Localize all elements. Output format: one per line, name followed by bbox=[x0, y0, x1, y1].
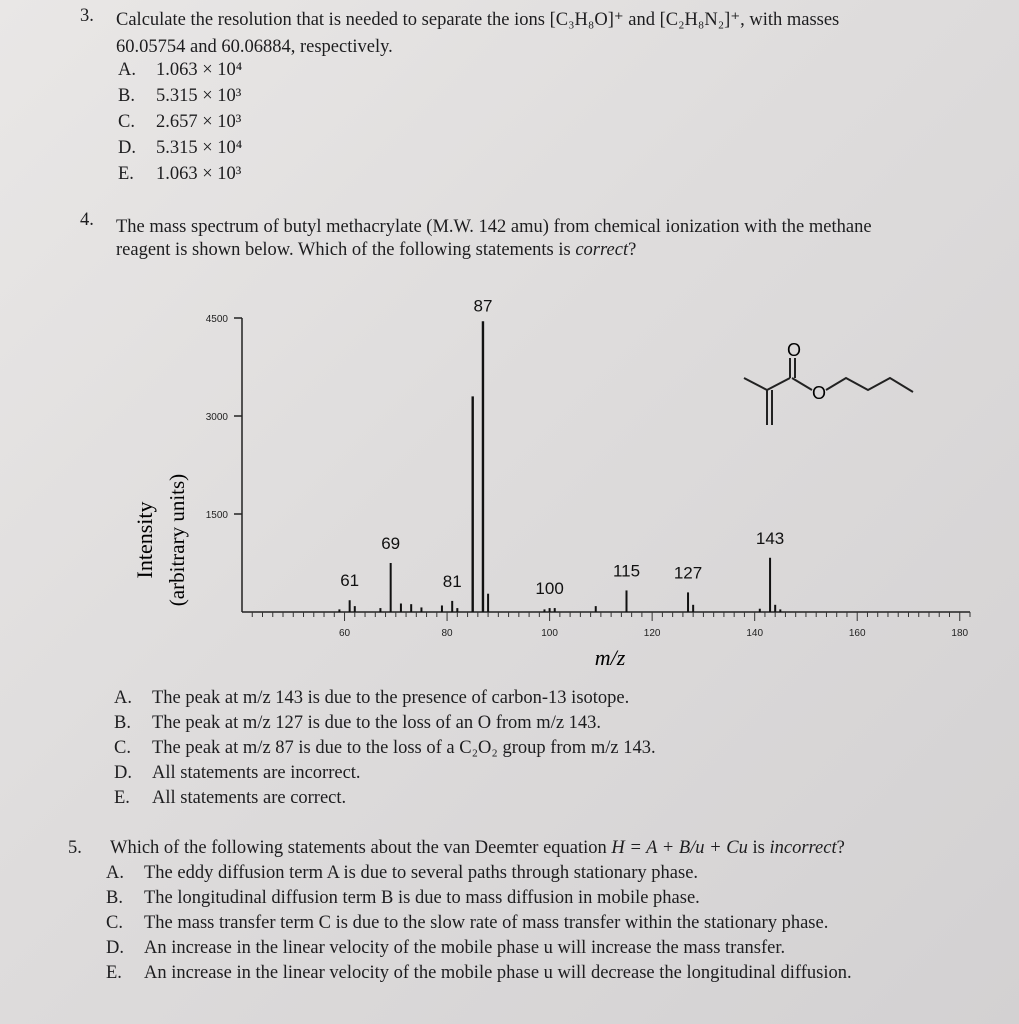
question-5-option-e bbox=[106, 961, 852, 986]
question-5-stem-text: Which of the following statements about the van Deemter equation bbox=[110, 838, 612, 858]
peak-label: 100 bbox=[535, 579, 564, 599]
question-5-stem-mid: is bbox=[747, 838, 770, 858]
peak-label: 127 bbox=[673, 563, 703, 583]
question-4-option-d bbox=[114, 761, 361, 786]
question-3-number: 3. bbox=[80, 6, 94, 26]
chart-labels bbox=[340, 296, 784, 598]
option-text: 5.315 × 10³ bbox=[156, 86, 242, 106]
x-tick-label: 160 bbox=[848, 628, 866, 639]
question-4-number: 4. bbox=[80, 210, 94, 230]
peak-label: 143 bbox=[755, 528, 785, 548]
question-3-stem-line1: Calculate the resolution that is needed to separate the ions [C₃H₈O]⁺ and [C₂H₈N₂]⁺, with masses bbox=[116, 10, 840, 30]
question-4-stem-text: reagent is shown below. Which of the following statements is bbox=[116, 240, 576, 260]
y-tick-label: 1500 bbox=[205, 510, 228, 521]
x-tick-label: 120 bbox=[643, 628, 661, 639]
question-5-stem-end: ? bbox=[836, 838, 845, 858]
option-text: An increase in the linear velocity of the mobile phase u will increase the mass transfer. bbox=[144, 938, 786, 958]
van-deemter-equation: H = A + B/u + Cu bbox=[611, 838, 748, 858]
x-tick-label: 140 bbox=[746, 628, 764, 639]
question-4-option-b bbox=[114, 711, 601, 736]
option-text: 2.657 × 10³ bbox=[156, 112, 242, 132]
question-4-stem-emphasis: correct bbox=[575, 240, 629, 260]
question-5-option-d bbox=[106, 936, 785, 961]
question-5-number: 5. bbox=[68, 838, 82, 858]
option-text: All statements are incorrect. bbox=[152, 763, 361, 783]
question-4-stem-line1: The mass spectrum of butyl methacrylate (M.W. 142 amu) from chemical ionization with the methane bbox=[116, 217, 872, 237]
option-text: The longitudinal diffusion term B is due to mass diffusion in mobile phase. bbox=[144, 888, 700, 908]
option-text: All statements are correct. bbox=[152, 788, 347, 808]
question-3-option-c bbox=[118, 110, 241, 135]
peak-label: 61 bbox=[340, 571, 360, 591]
x-axis-label: m/z bbox=[594, 645, 626, 670]
question-4-option-a bbox=[114, 686, 629, 711]
option-text: The peak at m/z 143 is due to the presence of carbon-13 isotope. bbox=[152, 688, 630, 708]
y-axis-label-intensity: Intensity bbox=[132, 501, 157, 579]
option-letter: B. bbox=[114, 713, 131, 733]
x-tick-label: 60 bbox=[338, 628, 351, 639]
y-tick-label: 4500 bbox=[205, 314, 228, 325]
option-letter: D. bbox=[114, 763, 132, 783]
option-letter: C. bbox=[114, 738, 131, 758]
question-3-option-e bbox=[118, 162, 241, 187]
option-letter: D. bbox=[106, 938, 124, 958]
chart-peaks bbox=[339, 321, 780, 612]
option-letter: C. bbox=[106, 913, 123, 933]
option-letter: A. bbox=[106, 863, 124, 883]
x-tick-label: 100 bbox=[541, 628, 558, 639]
peak-label: 87 bbox=[473, 296, 493, 316]
structure-bond bbox=[826, 378, 913, 392]
question-4-stem-end: ? bbox=[628, 240, 637, 260]
option-text: 1.063 × 10³ bbox=[156, 164, 242, 184]
option-letter: E. bbox=[114, 788, 130, 808]
option-letter: B. bbox=[106, 888, 123, 908]
question-5-stem bbox=[110, 836, 845, 861]
question-4-option-c bbox=[114, 736, 656, 761]
structure-carbonyl-oxygen: O bbox=[786, 340, 802, 360]
option-text: 1.063 × 10⁴ bbox=[156, 60, 243, 80]
structure-ester-oxygen: O bbox=[811, 383, 827, 403]
option-text: An increase in the linear velocity of the mobile phase u will decrease the longitudinal diffusion. bbox=[144, 963, 852, 983]
structure-bond bbox=[792, 378, 812, 390]
option-text: 5.315 × 10⁴ bbox=[156, 138, 243, 158]
question-5-option-c bbox=[106, 911, 828, 936]
structure-bond bbox=[744, 378, 790, 390]
mass-spectrum-chart bbox=[110, 290, 990, 675]
y-tick-label: 3000 bbox=[205, 412, 228, 423]
question-5-option-a bbox=[106, 861, 698, 886]
peak-label: 81 bbox=[442, 571, 462, 591]
option-letter: A. bbox=[118, 60, 136, 80]
option-letter: E. bbox=[118, 164, 134, 184]
option-text: The peak at m/z 127 is due to the loss of an O from m/z 143. bbox=[152, 713, 602, 733]
option-letter: B. bbox=[118, 86, 135, 106]
option-text: The mass transfer term C is due to the slow rate of mass transfer within the stationary phase. bbox=[144, 913, 829, 933]
y-axis-label-units: (arbitrary units) bbox=[165, 473, 189, 607]
chart-axes bbox=[206, 314, 970, 639]
question-3-stem-line2: 60.05754 and 60.06884, respectively. bbox=[116, 37, 393, 57]
option-letter: D. bbox=[118, 138, 136, 158]
option-text: The eddy diffusion term A is due to several paths through stationary phase. bbox=[144, 863, 699, 883]
x-tick-label: 80 bbox=[441, 628, 453, 639]
question-3-option-d bbox=[118, 136, 242, 161]
question-4-stem-line2 bbox=[116, 238, 636, 263]
option-letter: A. bbox=[114, 688, 132, 708]
question-4-option-e bbox=[114, 786, 346, 811]
question-5-stem-emphasis: incorrect bbox=[769, 838, 837, 858]
question-5-option-b bbox=[106, 886, 700, 911]
question-3-option-b bbox=[118, 84, 241, 109]
question-3-option-a bbox=[118, 58, 242, 83]
option-text: The peak at m/z 87 is due to the loss of a C₂O₂ group from m/z 143. bbox=[152, 738, 656, 758]
butyl-methacrylate-structure bbox=[744, 358, 913, 425]
option-letter: E. bbox=[106, 963, 122, 983]
peak-label: 69 bbox=[381, 534, 401, 553]
option-letter: C. bbox=[118, 112, 135, 132]
peak-label: 115 bbox=[612, 561, 641, 581]
x-tick-label: 180 bbox=[951, 628, 969, 639]
